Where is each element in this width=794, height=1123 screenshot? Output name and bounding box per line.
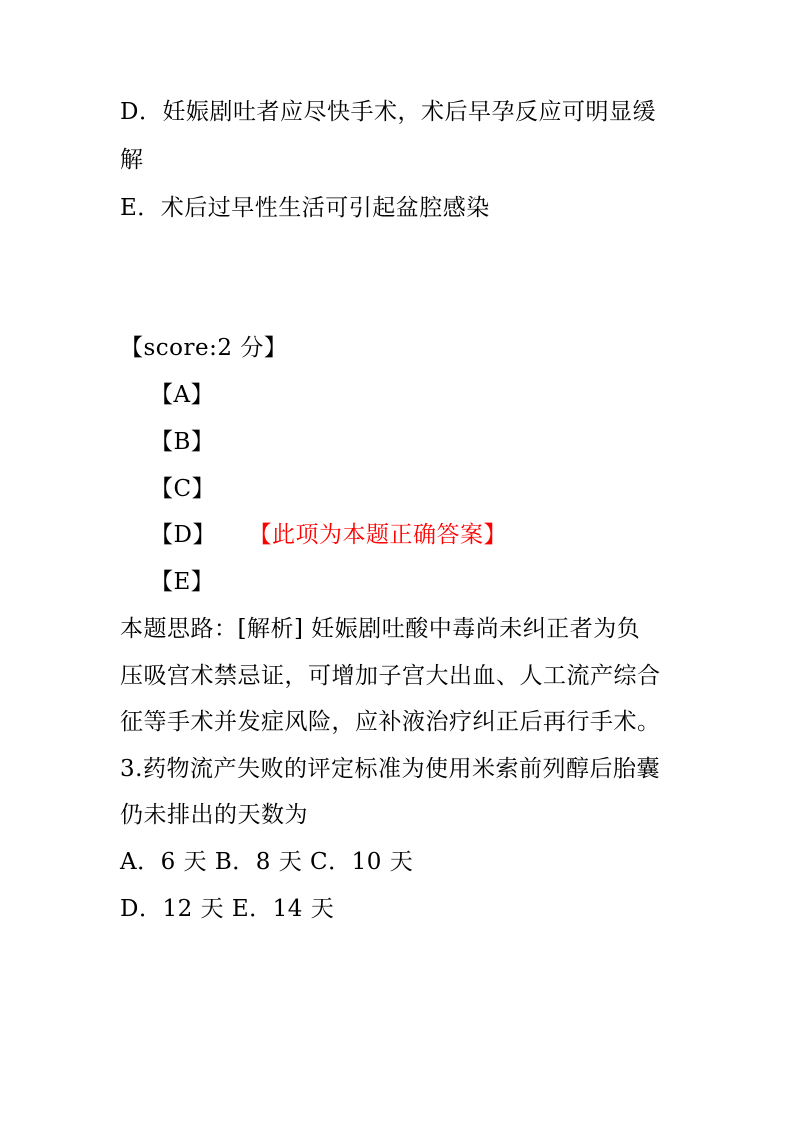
- q2-option-e: E．术后过早性生活可引起盆腔感染: [120, 195, 490, 221]
- choice-c: 【C】: [150, 476, 216, 502]
- choice-b: 【B】: [150, 429, 215, 455]
- q3-stem-line2: 仍未排出的天数为: [120, 802, 308, 828]
- choice-d-row: [150, 520, 507, 550]
- score-label: 【score:2 分】: [120, 335, 288, 361]
- q3-options-line2: D．12 天 E．14 天: [120, 896, 335, 922]
- q3-options-line1: A．6 天 B．8 天 C．10 天: [120, 849, 414, 875]
- explanation-line1: 本题思路：[解析] 妊娠剧吐酸中毒尚未纠正者为负: [120, 616, 641, 642]
- explanation-line3: 征等手术并发症风险，应补液治疗纠正后再行手术。: [120, 709, 661, 735]
- choice-a: 【A】: [150, 382, 215, 408]
- q3-stem-line1: 3.药物流产失败的评定标准为使用米索前列醇后胎囊: [120, 756, 660, 782]
- q2-option-d-line2: 解: [120, 147, 144, 173]
- q2-option-d-line1: D．妊娠剧吐者应尽快手术，术后早孕反应可明显缓: [120, 99, 656, 125]
- explanation-line2: 压吸宫术禁忌证，可增加子宫大出血、人工流产综合: [120, 663, 661, 689]
- correct-answer-mark: 【此项为本题正确答案】: [259, 522, 507, 548]
- choice-e: 【E】: [150, 569, 215, 595]
- choice-d: 【D】: [150, 522, 216, 548]
